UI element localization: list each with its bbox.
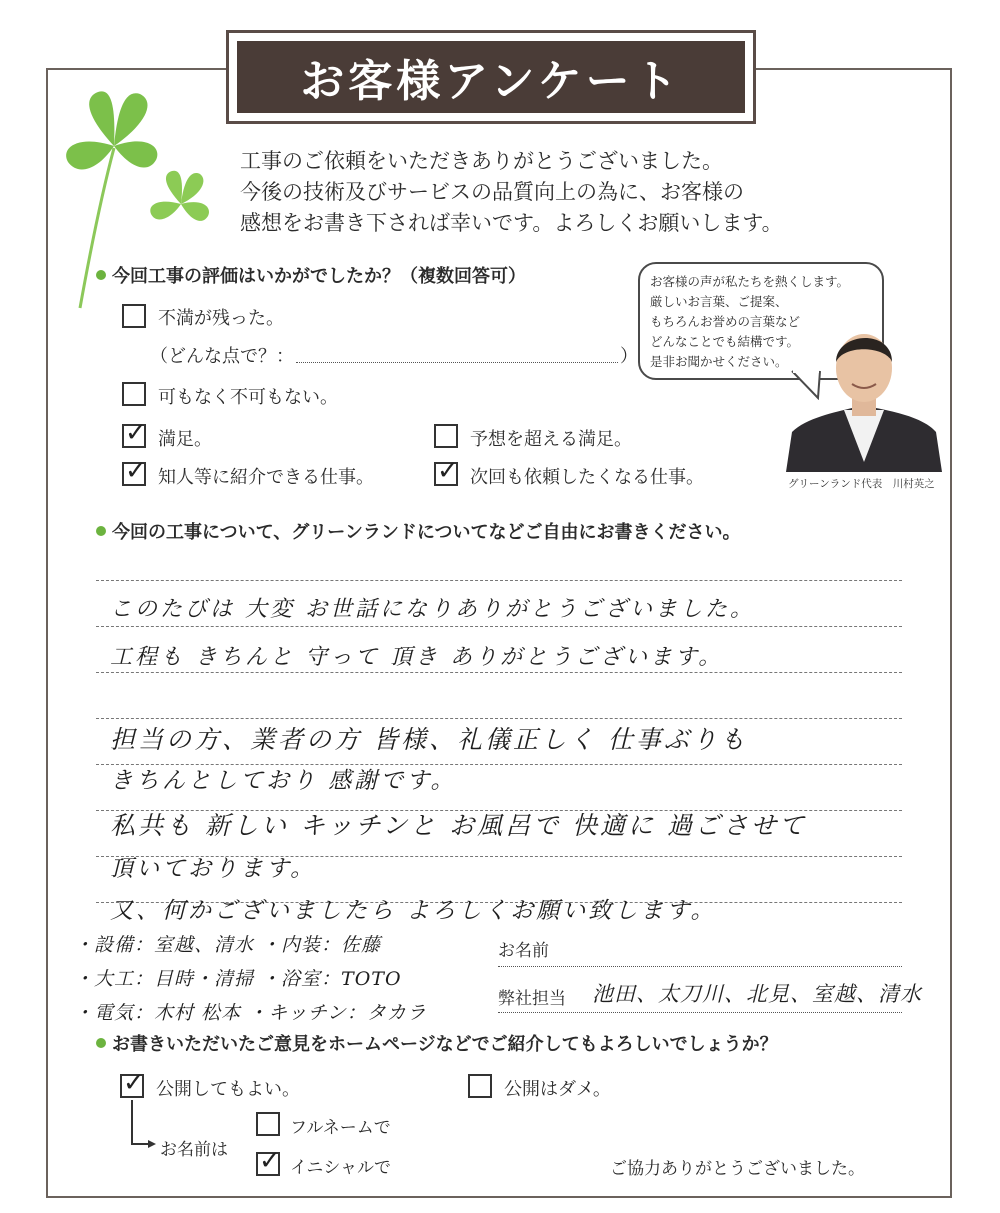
staff-names: 池田、太刀川、北見、室越、清水: [592, 982, 922, 1006]
representative-portrait: [786, 322, 942, 472]
option-neutral-label: 可もなく不可もない。: [158, 387, 338, 408]
intro-line: 感想をお書き下されば幸いです。よろしくお願いします。: [240, 211, 783, 235]
staff-note: ・電気：木村 松本 ・キッチン：タカラ: [74, 1002, 427, 1024]
ruled-line: [96, 580, 902, 581]
portrait-caption: グリーンランド代表 川村英之: [788, 478, 935, 490]
option-repeat-label: 次回も依頼したくなる仕事。: [470, 467, 704, 488]
option-satisfied-label: 満足。: [158, 429, 212, 450]
public-ok-label: 公開してもよい。: [156, 1079, 300, 1100]
option-recommend-label: 知人等に紹介できる仕事。: [158, 467, 374, 488]
option-recommend-checkbox[interactable]: [122, 456, 147, 486]
which-point-suffix: ）: [620, 346, 638, 367]
option-satisfied-checkbox[interactable]: [122, 418, 147, 448]
public-ok-checkbox[interactable]: [120, 1068, 145, 1098]
option-unsatisfied-checkbox[interactable]: [122, 304, 146, 328]
bubble-line: どんなことでも結構です。: [650, 334, 800, 349]
ruled-line: [96, 672, 902, 673]
public-ng-label: 公開はダメ。: [504, 1079, 611, 1100]
bullet-dot-icon: [96, 270, 106, 280]
title-box: [226, 30, 756, 124]
arrow-icon: [128, 1100, 158, 1150]
handwritten-line: 私共も 新しい キッチンと お風呂で 快適に 過ごさせて: [110, 811, 807, 840]
check-mark-icon: ✓: [125, 418, 147, 448]
q1-title: 今回工事の評価はいかがでしたか？（複数回答可）: [96, 262, 526, 288]
ruled-line: [96, 626, 902, 627]
staff-field: [498, 1012, 902, 1013]
option-unsatisfied-label: 不満が残った。: [158, 308, 284, 329]
staff-label: 弊社担当: [498, 989, 566, 1009]
check-mark-icon: ✓: [125, 456, 147, 486]
handwritten-line: きちんとしており 感謝です。: [110, 768, 457, 794]
handwritten-line: 又、何かございましたら よろしくお願い致します。: [110, 898, 717, 924]
handwritten-line: 工程も きちんと 守って 頂き ありがとうございます。: [110, 645, 724, 670]
handwritten-line: このたびは 大変 お世話になりありがとうございました。: [110, 597, 755, 622]
ruled-line: [96, 718, 902, 719]
staff-note: ・設備：室越、清水 ・内装：佐藤: [74, 934, 382, 956]
handwritten-line: 頂いております。: [110, 856, 317, 882]
bubble-line: 厳しいお言葉、ご提案、: [650, 294, 788, 309]
name-field[interactable]: [498, 966, 902, 967]
page-title: お客様アンケート: [237, 41, 745, 113]
fullname-label: フルネームで: [290, 1118, 391, 1138]
which-point-prefix: （どんな点で？：: [150, 346, 294, 367]
staff-note: ・大工：目時・清掃 ・浴室：TOTO: [74, 968, 402, 990]
bullet-dot-icon: [96, 1038, 106, 1048]
option-beyond-checkbox[interactable]: [434, 424, 458, 448]
handwritten-line: 担当の方、業者の方 皆様、礼儀正しく 仕事ぶりも: [110, 725, 748, 754]
bubble-line: お客様の声が私たちを熱くします。: [650, 274, 850, 289]
clover-small-icon: [146, 168, 216, 238]
check-mark-icon: ✓: [259, 1146, 281, 1176]
fullname-checkbox[interactable]: [256, 1112, 280, 1136]
name-label: お名前: [498, 941, 549, 961]
q2-title: 今回の工事について、グリーンランドについてなどご自由にお書きください。: [96, 518, 741, 544]
option-repeat-checkbox[interactable]: [434, 456, 459, 486]
option-neutral-checkbox[interactable]: [122, 382, 146, 406]
bullet-dot-icon: [96, 526, 106, 536]
check-mark-icon: ✓: [123, 1068, 145, 1098]
bubble-line: もちろんお誉めの言葉など: [650, 314, 801, 329]
thanks-text: ご協力ありがとうございました。: [610, 1159, 865, 1179]
option-beyond-label: 予想を超える満足。: [470, 429, 632, 450]
public-ng-checkbox[interactable]: [468, 1074, 492, 1098]
bubble-line: 是非お聞かせください。: [650, 354, 788, 369]
check-mark-icon: ✓: [437, 456, 459, 486]
name-display-label: お名前は: [160, 1140, 228, 1160]
which-point-field[interactable]: [296, 362, 618, 363]
initials-label: イニシャルで: [290, 1158, 391, 1178]
intro-text: [240, 146, 783, 239]
intro-line: 工事のご依頼をいただきありがとうございました。: [240, 149, 723, 173]
intro-line: 今後の技術及びサービスの品質向上の為に、お客様の: [240, 180, 744, 204]
q3-title: お書きいただいたご意見をホームページなどでご紹介してもよろしいでしょうか？: [96, 1030, 778, 1056]
initials-checkbox[interactable]: [256, 1146, 281, 1176]
